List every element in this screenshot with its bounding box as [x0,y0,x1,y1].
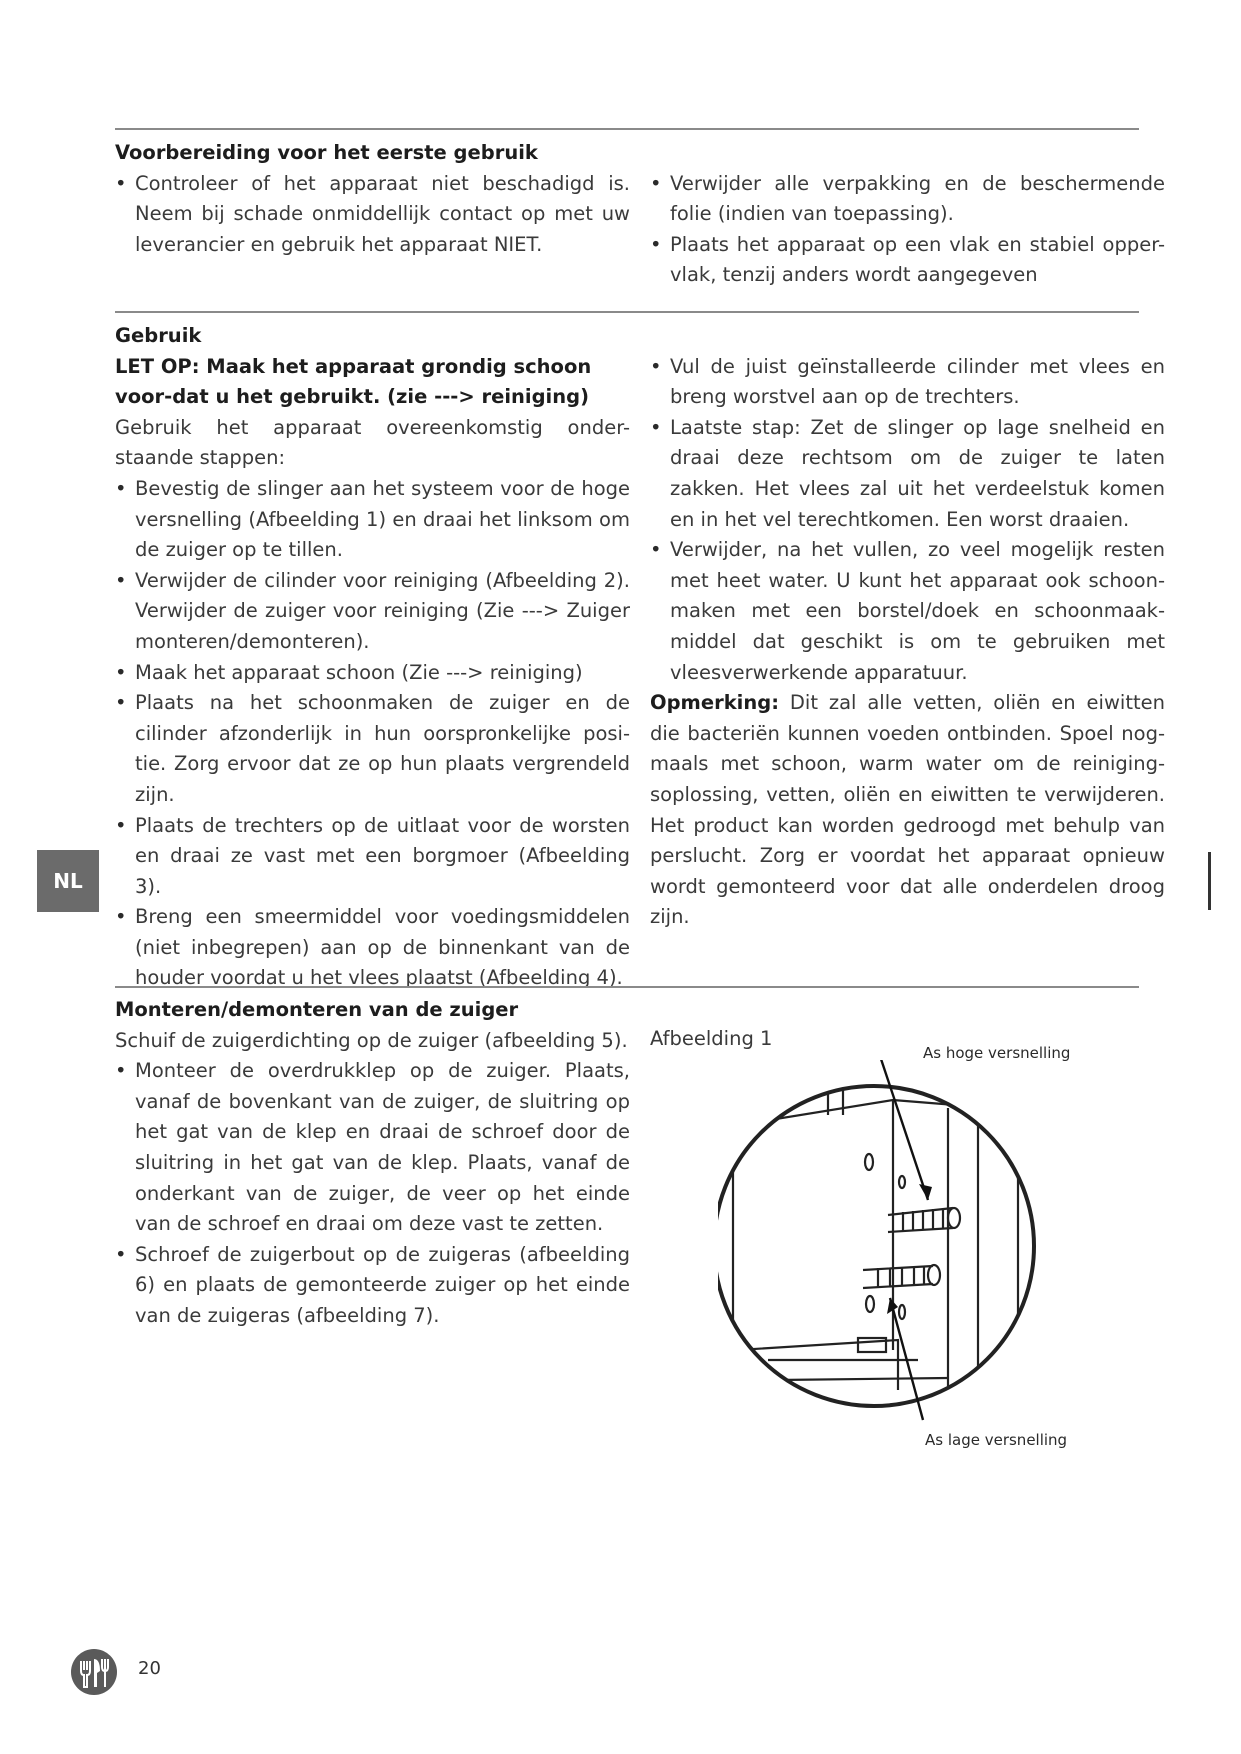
section3-intro: Schuif de zuigerdichting op de zuiger (afbeelding 5). [115,1028,628,1052]
section1-right-list [650,169,1165,291]
list-item: • Bevestig de slinger aan het systeem voor de hoge versnelling (Afbeelding 1) en draai het linksom om de zuiger op te tillen. [115,474,630,566]
note-paragraph [650,688,1165,933]
list-item: • Vul de juist geïnstalleerde cilinder met vlees en breng worstvel aan op de trechters. [650,352,1165,413]
section2-right-list [650,352,1165,689]
list-item: • Controleer of het apparaat niet beschadigd is. Neem bij schade onmiddellijk contact op met uw leverancier en gebruik het apparaat NIET. [115,169,630,261]
language-tab: NL [37,850,99,912]
page-edge-marker [1208,852,1211,910]
callout-high-gear: As hoge versnelling [923,1044,1071,1062]
section1-left-column [115,138,630,260]
list-item: • Breng een smeermiddel voor voedingsmiddelen (niet inbegrepen) aan op de binnenkant van de houder voordat u het vlees plaatst (Afbeelding 4). [115,902,630,994]
list-item: • Maak het apparaat schoon (Zie ---> reiniging) [115,658,630,689]
note-label: Opmerking: [650,691,779,715]
list-item: • Schroef de zuigerbout op de zuigeras (afbeelding 6) en plaats de gemonteerde zuiger op het einde van de zuigeras (afbeelding 7). [115,1240,630,1332]
section3-left-column [115,995,630,1332]
section2-left-column [115,321,630,994]
section-divider [115,311,1139,313]
figure-label: Afbeelding 1 [650,1027,773,1050]
list-item: • Laatste stap: Zet de slinger op lage snelheid en draai deze rechtsom om de zuiger te laten zakken. Het vlees zal uit het verdeelstuk komen en in het vel terechtkomen. Een worst draaien. [650,413,1165,535]
section2-right-column [650,352,1165,933]
list-item: • Monteer de overdrukklep op de zuiger. Plaats, vanaf de bovenkant van de zuiger, de sluitring op het gat van de klep en draai de schroef door de sluitring in het gat van de klep. Plaats, vanaf de onderkant van de zuiger, de veer op het einde van de schroef en draai om deze vast te zetten. [115,1056,630,1240]
section1-right-column [650,169,1165,291]
section2-left-list [115,474,630,994]
callout-low-gear: As lage versnelling [925,1431,1068,1449]
section3-left-list [115,1056,630,1331]
list-item: • Plaats het apparaat op een vlak en stabiel opper-vlak, tenzij anders wordt aangegeven [650,230,1165,291]
section2-title: Gebruik [115,324,202,347]
figure-illustration [718,1060,1058,1430]
page-number: 20 [138,1658,161,1679]
section-divider [115,128,1139,130]
list-item: • Verwijder alle verpakking en de beschermende folie (indien van toepassing). [650,169,1165,230]
list-item: • Plaats na het schoonmaken de zuiger en de cilinder afzonderlijk in hun oorspronkelijke posi-tie. Zorg ervoor dat ze op hun plaats vergrendeld zijn. [115,688,630,810]
section1-left-list [115,169,630,261]
section3-title: Monteren/demonteren van de zuiger [115,998,519,1021]
list-item: • Plaats de trechters op de uitlaat voor de worsten en draai ze vast met een borgmoer (Afbeelding 3). [115,811,630,903]
list-item: • Verwijder de cilinder voor reiniging (Afbeelding 2). Verwijder de zuiger voor reiniging (Zie ---> Zuiger monteren/demonteren). [115,566,630,658]
warning-text: LET OP: Maak het apparaat grondig schoon voor-dat u het gebruikt. (zie ---> reiniging) [115,354,592,409]
note-text: Dit zal alle vetten, oliën en eiwitten die bacteriën kunnen voeden ontbinden. Spoel nog-maals met schoon, warm water om de reiniging-soplossing, vetten, oliën en eiwitten te verwijderen. Het product kan worden gedroogd met behulp van perslucht. Zorg er voordat het apparaat opnieuw wordt gemonteerd voor dat alle onderdelen droog zijn. [650,691,1165,929]
list-item: • Verwijder, na het vullen, zo veel mogelijk resten met heet water. U kunt het apparaat ook schoon-maken met een borstel/doek en schoonmaak-middel dat geschikt is om te gebruiken met vleesverwerkende apparatuur. [650,535,1165,688]
section1-title: Voorbereiding voor het eerste gebruik [115,141,538,164]
section-divider [115,986,1139,988]
section2-intro: Gebruik het apparaat overeenkomstig onder-staande stappen: [115,415,630,470]
cutlery-logo-icon [69,1647,119,1697]
